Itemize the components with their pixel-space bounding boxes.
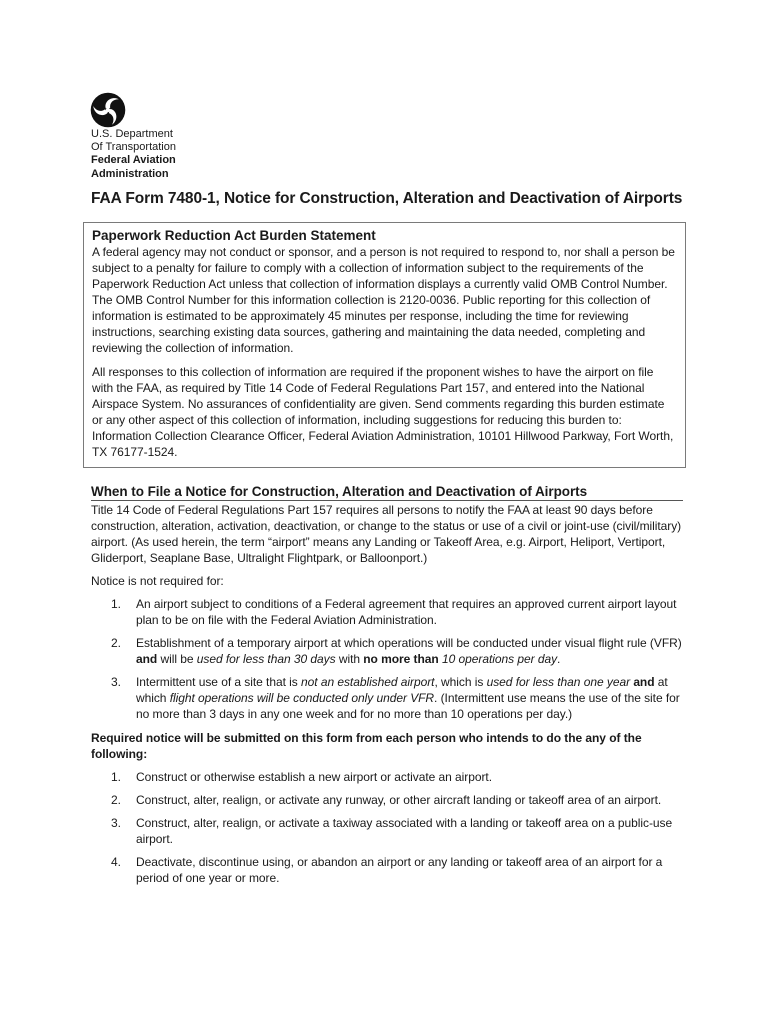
list-number: 1.	[111, 597, 121, 611]
italic-run: used for less than one year	[486, 675, 631, 689]
text-run: .	[557, 652, 561, 666]
bold-run: no more than	[363, 652, 439, 666]
list-number: 3.	[111, 816, 121, 830]
text-run: . (Intermittent use means the use of the site for no more than 3 days in any one week and for no more than 10 operations per day.)	[136, 691, 680, 721]
pra-paragraph: A federal agency may not conduct or sponsor, and a person is not required to respond to, nor shall a person be subject to a penalty for failure to comply with a collection of information subject to the requirements of the Paperwork Reduction Act unless that collection of information displays a currently valid OMB Control Number. The OMB Control Number for this information collection is 2120-0036. Public reporting for this collection of information is estimated to be approximately 45 minutes per response, including the time for reviewing instructions, searching existing data sources, gathering and maintaining the data needed, completing and reviewing the collection of information.	[92, 245, 675, 355]
list-item	[91, 596, 683, 628]
italic-run: flight operations will be conducted only under VFR	[169, 691, 435, 705]
text-run: will be	[157, 652, 197, 666]
list-number: 2.	[111, 636, 121, 650]
italic-run: 10 operations per day	[441, 652, 558, 666]
list-item	[91, 674, 683, 722]
list-number: 1.	[111, 770, 121, 784]
list-text: Construct, alter, realign, or activate a taxiway associated with a landing or takeoff area on a public-use airport.	[136, 816, 673, 846]
form-title: FAA Form 7480-1, Notice for Construction, Alteration and Deactivation of Airports	[91, 190, 683, 207]
list-item	[91, 792, 683, 808]
list-text: An airport subject to conditions of a Federal agreement that requires an approved current airport layout plan to be on file with the Federal Aviation Administration.	[136, 597, 677, 627]
when-heading: When to File a Notice for Construction, Alteration and Deactivation of Airports	[91, 483, 683, 501]
dot-triskelion-logo-icon	[90, 92, 126, 128]
list-number: 4.	[111, 855, 121, 869]
text-run: , which is	[434, 675, 487, 689]
list-text	[136, 636, 682, 666]
text-run: at which	[136, 675, 668, 705]
italic-run: used for less than 30 days	[196, 652, 336, 666]
list-item	[91, 769, 683, 785]
italic-run: not an established airport	[301, 675, 435, 689]
text-run: with	[335, 652, 364, 666]
pra-heading: Paperwork Reduction Act Burden Statement	[92, 228, 376, 243]
list-text	[136, 675, 680, 721]
list-number: 3.	[111, 675, 121, 689]
agency-line: Of Transportation	[91, 141, 176, 154]
text-run: Intermittent use of a site that is	[136, 675, 301, 689]
not-required-label: Notice is not required for:	[91, 574, 224, 588]
list-item	[91, 815, 683, 847]
bold-run: and	[136, 652, 158, 666]
text-run: Establishment of a temporary airport at which operations will be conducted under visual flight rule (VFR)	[136, 636, 682, 650]
required-notice-label: Required notice will be submitted on this form from each person who intends to do the any of the following:	[91, 731, 642, 761]
list-text: Construct, alter, realign, or activate any runway, or other aircraft landing or takeoff area of an airport.	[136, 793, 662, 807]
paperwork-reduction-box	[83, 222, 686, 468]
agency-line: Federal Aviation	[91, 154, 176, 167]
bold-run: and	[633, 675, 655, 689]
agency-line: U.S. Department	[91, 128, 173, 140]
agency-name-block	[91, 128, 176, 181]
list-number: 2.	[111, 793, 121, 807]
agency-line: Administration	[91, 167, 169, 180]
pra-paragraph: All responses to this collection of information are required if the proponent wishes to have the airport on file with the FAA, as required by Title 14 Code of Federal Regulations Part 157, and entered into the National Airspace System. No assurances of confidentiality are given. Send comments regarding this burden estimate or any other aspect of this collection of information, including suggestions for reducing this burden to: Information Collection Clearance Officer, Federal Aviation Administration, 10101 Hillwood Parkway, Fort Worth, TX 76177-1524.	[92, 365, 674, 459]
list-item	[91, 854, 683, 886]
when-intro: Title 14 Code of Federal Regulations Part 157 requires all persons to notify the FAA at least 90 days before construction, alteration, activation, deactivation, or change to the status or use of a civil or joint-use (civil/military) airport. (As used herein, the term “airport” means any Landing or Takeoff Area, e.g. Airport, Heliport, Vertiport, Gliderport, Seaplane Base, Ultralight Flightpark, or Balloonport.)	[91, 503, 682, 565]
list-item	[91, 635, 683, 667]
required-list	[91, 769, 683, 886]
list-text: Deactivate, discontinue using, or abandon an airport or any landing or takeoff area of an airport for a period of one year or more.	[136, 855, 663, 885]
when-to-file-section	[91, 483, 683, 886]
list-text: Construct or otherwise establish a new airport or activate an airport.	[136, 770, 493, 784]
not-required-list	[91, 596, 683, 722]
